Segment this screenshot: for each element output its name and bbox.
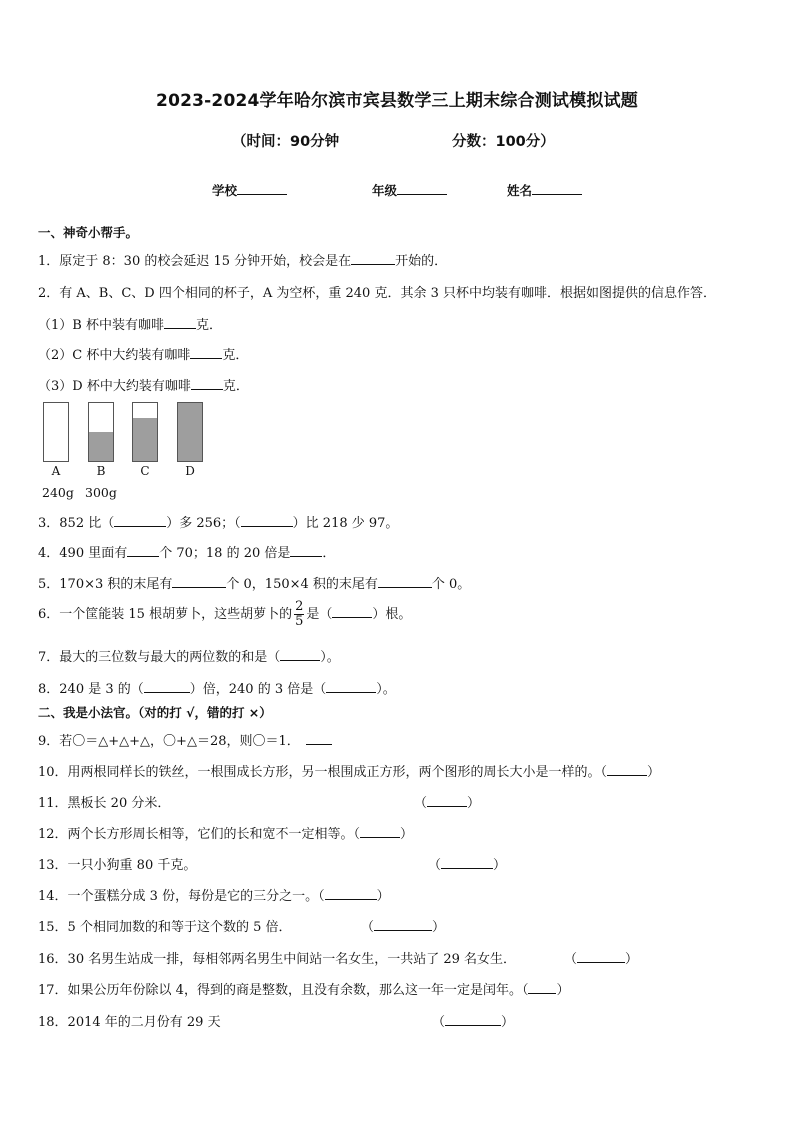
answer-blank[interactable] — [191, 377, 223, 390]
fraction-two-fifths: $\frac{2}{5}$ — [295, 599, 304, 629]
question-16: 16．30 名男生站成一排，每相邻两名男生中间站一名女生，一共站了 29 名女生． — [38, 952, 517, 967]
answer-paren-18: （ ） — [432, 1015, 515, 1030]
question-8: 8．240 是 3 的（ ）倍，240 的 3 倍是（ ）。 — [38, 682, 396, 697]
name-field — [507, 181, 582, 199]
school-field — [212, 181, 287, 199]
answer-blank[interactable] — [528, 981, 556, 994]
cup-c-fill — [133, 418, 157, 462]
question-7: 7．最大的三位数与最大的两位数的和是（ ）。 — [38, 650, 340, 665]
answer-blank[interactable] — [306, 732, 332, 745]
answer-blank[interactable] — [114, 514, 166, 527]
question-11: 11．黑板长 20 分米． — [38, 796, 171, 811]
question-2-1: （1）B 杯中装有咖啡 克． — [38, 318, 222, 333]
question-5: 5．170×3 积的末尾有 个 0，150×4 积的末尾有 个 0。 — [38, 577, 471, 592]
cup-d-label: D — [185, 464, 195, 478]
answer-blank[interactable] — [325, 887, 377, 900]
answer-blank[interactable] — [164, 316, 196, 329]
question-2-2: （2）C 杯中大约装有咖啡 克． — [38, 348, 249, 363]
score-label: 分数：100分） — [452, 134, 555, 150]
answer-blank[interactable] — [351, 252, 395, 265]
question-1: 1．原定于 8：30 的校会延迟 15 分钟开始，校会是在 开始的． — [38, 254, 448, 269]
school-blank[interactable] — [237, 182, 287, 195]
question-10: 10．用两根同样长的铁丝，一根围成长方形，另一根围成正方形，两个图形的周长大小是一样的。（ ） — [38, 765, 661, 780]
cup-a — [43, 402, 69, 462]
school-label: 学校 — [212, 183, 238, 198]
answer-paren-15: （ ） — [361, 920, 446, 935]
cup-b-fill — [89, 432, 113, 461]
question-17: 17．如果公历年份除以 4，得到的商是整数，且没有余数，那么这一年一定是闰年。（ ） — [38, 983, 570, 998]
section-2-heading: 二、我是小法官。（对的打 √，错的打 ×） — [38, 705, 272, 720]
answer-blank[interactable] — [441, 856, 493, 869]
cup-c-label: C — [140, 464, 150, 478]
question-12: 12．两个长方形周长相等，它们的长和宽不一定相等。（ ） — [38, 827, 414, 842]
question-3: 3．852 比（ ）多 256；（ ）比 218 少 97。 — [38, 516, 399, 531]
answer-blank[interactable] — [280, 648, 320, 661]
answer-blank[interactable] — [427, 794, 467, 807]
name-label: 姓名 — [507, 183, 533, 198]
answer-blank[interactable] — [127, 544, 159, 557]
answer-blank[interactable] — [172, 575, 226, 588]
cup-d — [177, 402, 203, 462]
question-13: 13．一只小狗重 80 千克。 — [38, 858, 197, 873]
cup-b-label: B — [96, 464, 106, 478]
answer-blank[interactable] — [190, 346, 222, 359]
question-2-3: （3）D 杯中大约装有咖啡 克． — [38, 379, 249, 394]
grade-field — [372, 181, 447, 199]
question-9: 9．若〇＝△+△+△，〇+△＝28，则〇＝1． — [38, 730, 332, 749]
answer-paren-11: （ ） — [414, 796, 481, 811]
cup-b — [88, 402, 114, 462]
answer-blank[interactable] — [374, 918, 432, 931]
question-18: 18．2014 年的二月份有 29 天 — [38, 1015, 221, 1030]
answer-blank[interactable] — [290, 544, 322, 557]
cup-d-fill — [178, 403, 202, 461]
cup-c — [132, 402, 158, 462]
time-label: （时间：90分钟 — [232, 134, 340, 150]
name-blank[interactable] — [532, 182, 582, 195]
question-6: 6．一个筐能装 15 根胡萝卜，这些胡萝卜的 $\frac{2}{5}$ 是（ ）根。 — [38, 599, 412, 629]
page-title: 2023-2024学年哈尔滨市宾县数学三上期末综合测试模拟试题 — [156, 91, 638, 111]
grade-label: 年级 — [372, 183, 398, 198]
answer-blank[interactable] — [332, 605, 372, 618]
answer-blank[interactable] — [607, 763, 647, 776]
answer-blank[interactable] — [378, 575, 432, 588]
answer-blank[interactable] — [445, 1013, 501, 1026]
answer-paren-16: （ ） — [564, 952, 639, 967]
question-2: 2．有 A、B、C、D 四个相同的杯子，A 为空杯，重 240 克．其余 3 只杯中均装有咖啡．根据如图提供的信息作答． — [38, 286, 716, 301]
answer-blank[interactable] — [241, 514, 293, 527]
cup-a-label: A — [51, 464, 61, 478]
answer-blank[interactable] — [326, 680, 376, 693]
grade-blank[interactable] — [397, 182, 447, 195]
section-1-heading: 一、神奇小帮手。 — [38, 225, 139, 240]
question-14: 14．一个蛋糕分成 3 份，每份是它的三分之一。（ ） — [38, 889, 390, 904]
answer-paren-13: （ ） — [428, 858, 507, 873]
answer-blank[interactable] — [144, 680, 190, 693]
cup-a-weight: 240g — [42, 485, 74, 500]
question-15: 15．5 个相同加数的和等于这个数的 5 倍． — [38, 920, 292, 935]
answer-blank[interactable] — [360, 825, 400, 838]
answer-blank[interactable] — [577, 950, 625, 963]
cup-b-weight: 300g — [85, 485, 117, 500]
question-4: 4．490 里面有 个 70；18 的 20 倍是 ． — [38, 546, 336, 561]
